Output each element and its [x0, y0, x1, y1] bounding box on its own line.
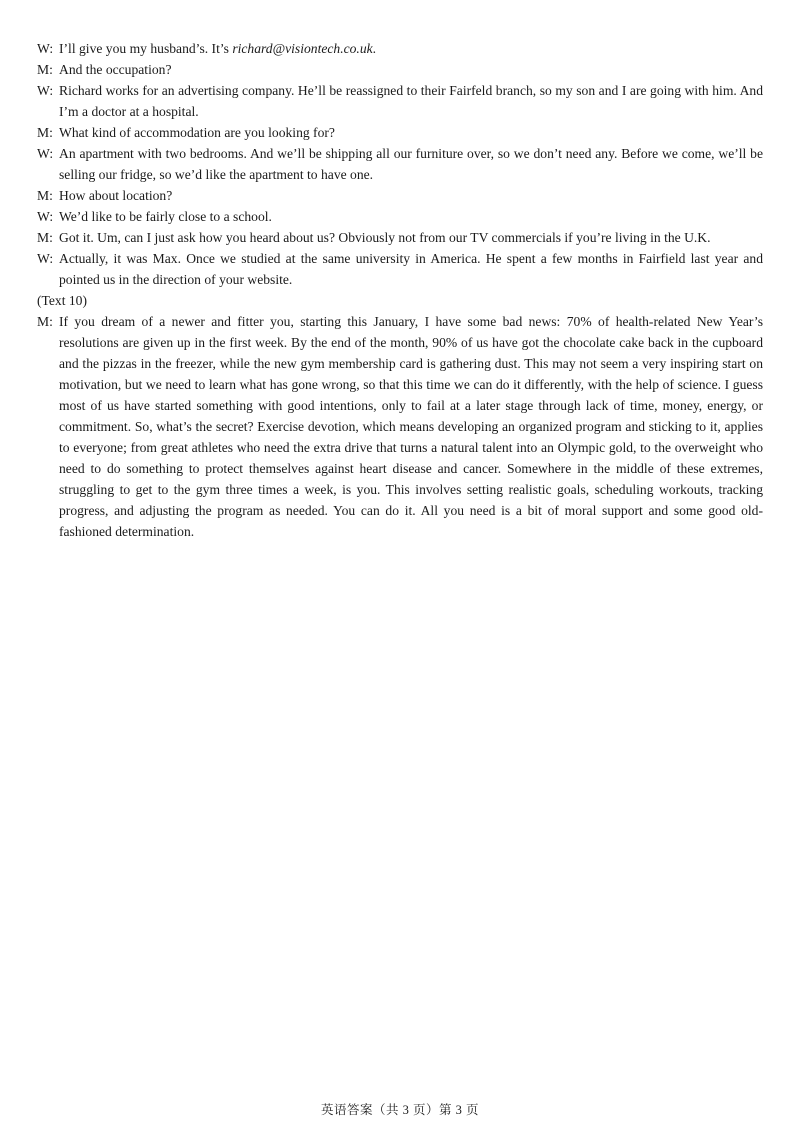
page-footer: 英语答案（共 3 页）第 3 页 [320, 1103, 479, 1117]
section-label: (Text 10) [37, 293, 88, 308]
dialogue-text: Actually, it was Max. Once we studied at the same university in America. He spent a few months in Fairfield last year and pointed us in the direction of your website. [59, 251, 763, 287]
dialogue-line [37, 248, 763, 290]
dialogue-text: . [372, 41, 377, 56]
dialogue-text: Got it. Um, can I just ask how you heard about us? Obviously not from our TV commercials if you’re living in the U.K. [59, 230, 711, 245]
speaker-label: W: [37, 251, 54, 266]
dialogue-line [37, 59, 763, 80]
speaker-label: M: [37, 125, 53, 140]
speaker-label: W: [37, 146, 54, 161]
dialogue-text: How about location? [59, 188, 173, 203]
speaker-label: M: [37, 314, 53, 329]
dialogue-text: And the occupation? [59, 62, 172, 77]
dialogue-line [37, 206, 763, 227]
dialogue-line [37, 143, 763, 185]
dialogue-text: An apartment with two bedrooms. And we’ll be shipping all our furniture over, so we don’t need any. Before we come, we’ll be selling our fridge, so we’d like the apartment to have one. [59, 146, 763, 182]
dialogue-line [37, 185, 763, 206]
speaker-label: W: [37, 209, 54, 224]
dialogue-line [37, 122, 763, 143]
dialogue-line [37, 38, 763, 59]
speaker-label: M: [37, 230, 53, 245]
speaker-label: M: [37, 62, 53, 77]
dialogue-line [37, 227, 763, 248]
dialogue-text: What kind of accommodation are you looking for? [59, 125, 335, 140]
dialogue-text: I’ll give you my husband’s. It’s [59, 41, 233, 56]
dialogue-text: Richard works for an advertising company. He’ll be reassigned to their Fairfeld branch, so my son and I are going with him. And I’m a doctor at a hospital. [59, 83, 763, 119]
email-address: richard@visiontech.co.uk [232, 41, 373, 56]
speaker-label: W: [37, 41, 54, 56]
monologue-paragraph [37, 311, 763, 542]
speaker-label: W: [37, 83, 54, 98]
speaker-label: M: [37, 188, 53, 203]
monologue-text: If you dream of a newer and fitter you, starting this January, I have some bad news: 70% of health-related New Year’s resolutions are given up in the first week. By the end of the month, 90% of us have got the chocolate cake back in the cupboard and the pizzas in the freezer, while the new gym membership card is gathering dust. This may not seem a very inspiring start on motivation, but we need to learn what has gone wrong, so that this time we can do it differently, with the help of science. I guess most of us have started something with good intentions, only to fail at a later stage through lack of time, money, energy, or commitment. So, what’s the secret? Exercise devotion, which means developing an organized program and sticking to it, applies to everyone; from great athletes who need the extra drive that turns a natural talent into an Olympic gold, to the overweight who need to do something to protect themselves against heart disease and cancer. Somewhere in the middle of these extremes, struggling to get to the gym three times a week, is you. This involves setting realistic goals, scheduling workouts, tracking progress, and adjusting the program as needed. You can do it. All you need is a bit of moral support and some good old-fashioned determination. [59, 314, 763, 539]
dialogue-text: We’d like to be fairly close to a school. [59, 209, 272, 224]
dialogue-line [37, 80, 763, 122]
document-body [37, 38, 763, 542]
